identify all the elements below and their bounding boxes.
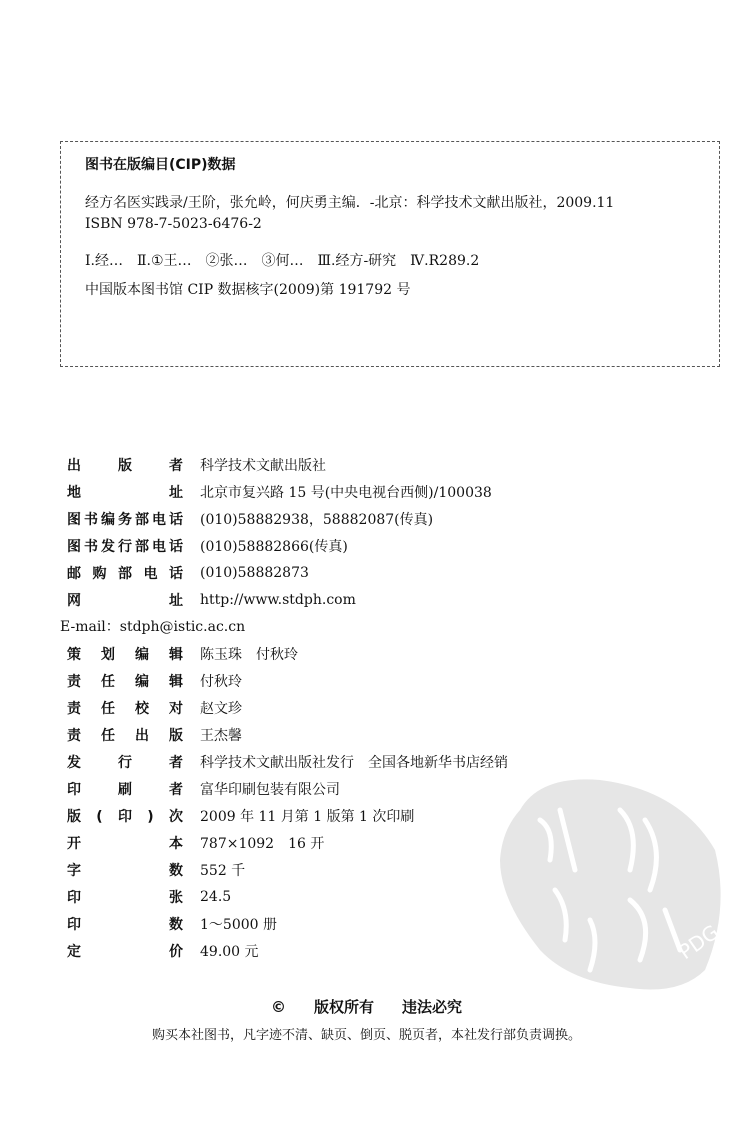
detail-label: 字数 [67, 863, 183, 879]
detail-value: 24.5 [200, 889, 232, 905]
detail-value: (010)58882938，58882087(传真) [200, 512, 434, 528]
detail-row [67, 860, 245, 880]
detail-label: 版(印)次 [67, 809, 183, 825]
detail-row [67, 563, 309, 583]
detail-label: 出版者 [67, 458, 183, 474]
email-line: E-mail：stdph@istic.ac.cn [60, 619, 246, 635]
detail-value: 2009 年 11 月第 1 版第 1 次印刷 [200, 809, 415, 825]
detail-label: 图书发行部电话 [67, 539, 183, 555]
detail-label: 图书编务部电话 [67, 512, 183, 528]
detail-label: 印刷者 [67, 782, 183, 798]
copyright-warning: 违法必究 [402, 998, 463, 1016]
detail-row [67, 590, 356, 610]
detail-value: 49.00 元 [200, 944, 259, 960]
detail-row [67, 752, 508, 772]
copyright-line [0, 996, 733, 1017]
detail-label: 发行者 [67, 755, 183, 771]
detail-value: 付秋玲 [200, 674, 242, 690]
detail-row [67, 509, 433, 529]
detail-row [67, 833, 324, 853]
detail-row [67, 914, 277, 934]
detail-label: 责任编辑 [67, 674, 183, 690]
cip-bibliographic-line: 经方名医实践录/王阶，张允岭，何庆勇主编．-北京：科学技术文献出版社，2009.11 [85, 195, 615, 211]
watermark-stamp [480, 770, 730, 1000]
detail-label: 印数 [67, 917, 183, 933]
detail-label: 网址 [67, 593, 183, 609]
cip-isbn: ISBN 978-7-5023-6476-2 [85, 216, 262, 232]
detail-row [67, 725, 242, 745]
cip-title: 图书在版编目(CIP)数据 [85, 157, 236, 173]
detail-value: 赵文珍 [200, 701, 242, 717]
copyright-rights: 版权所有 [313, 998, 374, 1016]
detail-row [67, 887, 231, 907]
detail-label: 责任校对 [67, 701, 183, 717]
replacement-notice: 购买本社图书，凡字迹不清、缺页、倒页、脱页者，本社发行部负责调换。 [151, 1028, 581, 1043]
detail-row [67, 698, 242, 718]
detail-label: 责任出版 [67, 728, 183, 744]
detail-row [67, 671, 242, 691]
detail-value: 科学技术文献出版社 [200, 458, 326, 474]
detail-label: 定价 [67, 944, 183, 960]
detail-value: 王杰馨 [200, 728, 242, 744]
detail-value: 科学技术文献出版社发行 全国各地新华书店经销 [200, 755, 508, 771]
detail-value: 富华印刷包装有限公司 [200, 782, 340, 798]
cip-data-box [60, 141, 720, 367]
detail-value: (010)58882873 [200, 565, 309, 581]
detail-value: 北京市复兴路 15 号(中央电视台西侧)/100038 [200, 485, 492, 501]
detail-row [67, 455, 326, 475]
detail-value: (010)58882866(传真) [200, 539, 348, 555]
detail-row [67, 482, 492, 502]
detail-label: 印张 [67, 890, 183, 906]
detail-label: 邮购部电话 [67, 566, 183, 582]
cip-classification: Ⅰ.经… Ⅱ.①王… ②张… ③何… Ⅲ.经方-研究 Ⅳ.R289.2 [85, 253, 480, 269]
detail-row [67, 779, 340, 799]
detail-row [67, 536, 348, 556]
detail-label: 地址 [67, 485, 183, 501]
stamp-text: PDG [674, 919, 724, 965]
detail-value: 787×1092 16 开 [200, 836, 325, 852]
detail-row [67, 644, 298, 664]
detail-label: 策划编辑 [67, 647, 183, 663]
copyright-symbol: © [270, 998, 286, 1016]
detail-label: 开本 [67, 836, 183, 852]
detail-value: 1～5000 册 [200, 917, 277, 933]
detail-value: http://www.stdph.com [200, 592, 356, 608]
detail-row [67, 806, 414, 826]
detail-value: 陈玉珠 付秋玲 [200, 647, 298, 663]
detail-row [67, 941, 259, 961]
detail-value: 552 千 [200, 863, 246, 879]
cip-number: 中国版本图书馆 CIP 数据核字(2009)第 191792 号 [85, 282, 411, 298]
